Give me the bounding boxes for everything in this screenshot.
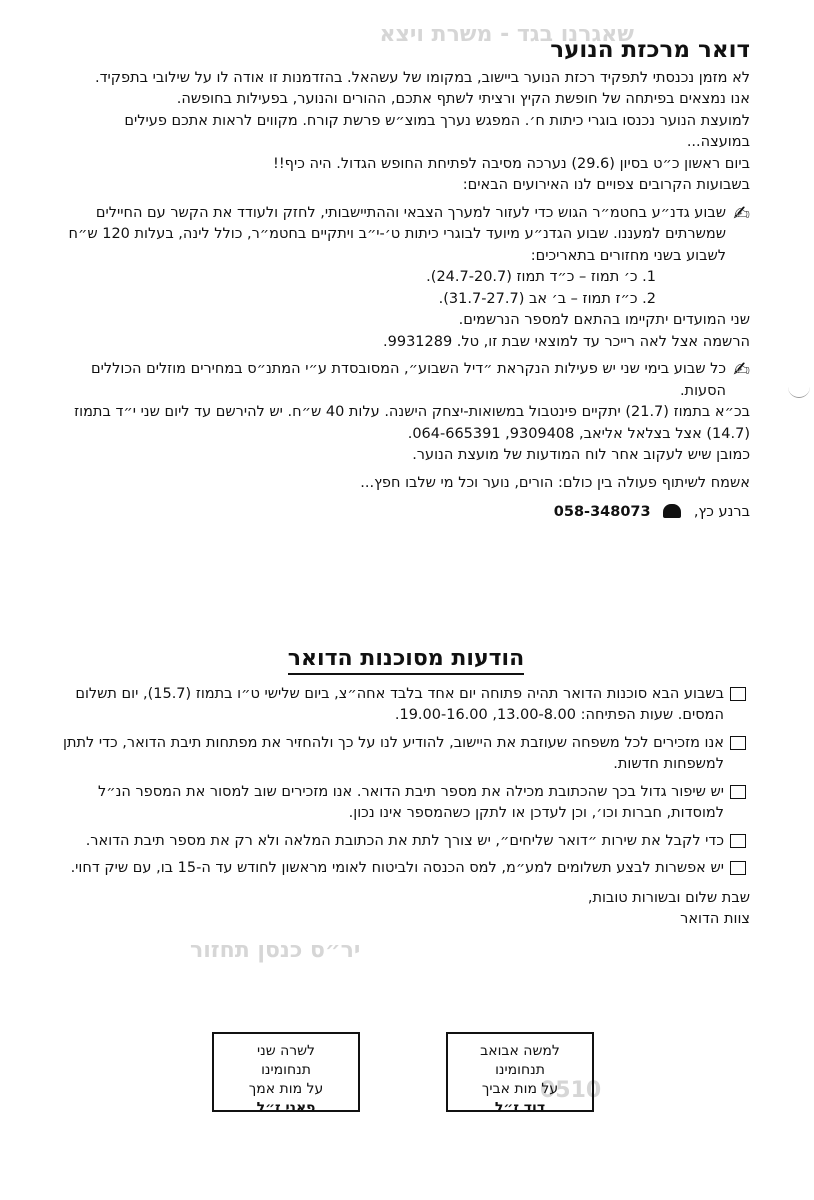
paragraph: ביום ראשון כ״ט בסיון (29.6) נערכה מסיבה לפתיחת החופש הגדול. היה כיף!! xyxy=(273,155,750,172)
notice-item xyxy=(62,733,750,776)
section-title: דואר מרכזת הנוער xyxy=(550,37,750,63)
condolence-name: פאני ז״ל xyxy=(256,1100,316,1116)
post-office-signature xyxy=(62,888,750,931)
date-line: 1. כ׳ תמוז – כ״ד תמוז (24.7-20.7). xyxy=(426,269,656,285)
condolence-line: תנחומינו xyxy=(261,1062,311,1078)
envelope-icon xyxy=(724,861,750,877)
signature-line xyxy=(62,502,750,524)
paragraph: הרשמה אצל לאה רייכר עד למוצאי שבת זו, טל. 9931289. xyxy=(383,333,750,350)
event-bullet xyxy=(62,359,750,402)
notice-text: בשבוע הבא סוכנות הדואר תהיה פתוחה יום אחד בלבד אחה״צ, ביום שלישי ט״ו בתמוז (15.7), יום תשלום המסים. שעות הפתיחה: 13.00-8.00, 19.00-16.00. xyxy=(75,685,724,723)
paragraph: למועצת הנוער נכנסו בוגרי כיתות ח׳. המפגש נערך במוצ״ש פרשת קורח. מקווים לראות אתכם פעילים במועצה... xyxy=(124,112,750,150)
notice-item xyxy=(62,684,750,727)
post-office-section xyxy=(62,648,750,931)
notice-item xyxy=(62,782,750,825)
signature-line: שבת שלום ובשורות טובות, xyxy=(587,889,750,906)
closing-line: אשמח לשיתוף פעולה בין כולם: הורים, נוער וכל מי שלבו חפץ... xyxy=(360,474,750,491)
bullet-text: שבוע גדנ״ע בחטמ״ר הגוש כדי לעזור למערך הצבאי וההתיישבותי, לחזק ולעודד את הקשר עם החיילים שמשרתים למעננו. שבוע הגדנ״ע מיועד לבוגרי כיתות ט׳-י״ב ויתקיים בחטמ״ר, כולל לינה, בעלות 120 ש״ח לשבוע בשני מחזורים בתאריכים: xyxy=(68,204,726,264)
envelope-icon xyxy=(724,687,750,703)
paragraph: לא מזמן נכנסתי לתפקיד רכזת הנוער ביישוב, במקומו של עשהאל. בהזדמנות זו אודה לו על שילובי בתפקיד. xyxy=(95,69,750,86)
signature-line: צוות הדואר xyxy=(680,911,750,927)
envelope-icon xyxy=(724,834,750,850)
section-title-text: הודעות מסוכנות הדואר xyxy=(288,646,524,675)
quill-icon: ✍ xyxy=(733,357,750,381)
paragraph: בכ״א בתמוז (21.7) יתקיים פינטבול במשואות-יצחק הישנה. עלות 40 ש״ח. יש להירשם עד ליום שני י״ד בתמוז (14.7) אצל בצלאל אליאב, 9309408, 064-665391. xyxy=(74,404,750,442)
notice-text: כדי לקבל את שירות ״דואר שליחים״, יש צורך לתת את הכתובת המלאה ולא רק את מספר תיבת הדואר. xyxy=(85,832,724,849)
paragraph: בשבועות הקרובים צפויים לנו האירועים הבאים: xyxy=(462,177,750,193)
page-edge-mark xyxy=(788,385,810,398)
notice-text: יש אפשרות לבצע תשלומים למע״מ, למס הכנסה ולביטוח לאומי מראשון לחודש עד ה-15 בו, עם שיק דחוי. xyxy=(70,860,724,876)
quill-icon: ✍ xyxy=(733,200,750,225)
condolence-line: על מות אמך xyxy=(248,1081,324,1097)
youth-coordinator-section xyxy=(62,37,750,524)
phone-number: 058-348073 xyxy=(553,504,651,520)
envelope-icon xyxy=(724,785,750,801)
date-line: 2. כ״ז תמוז – ב׳ אב (31.7-27.7). xyxy=(438,290,656,307)
paragraph: אנו נמצאים בפיתחה של חופשת הקיץ ורציתי לשתף אתכם, ההורים והנוער, בפעילות בחופשה. xyxy=(176,91,750,107)
phone-icon xyxy=(663,504,681,518)
signature-name: ברנע כץ, xyxy=(693,504,750,520)
condolence-box xyxy=(212,1032,360,1116)
bleed-through-top: שאגרנו בגד - משרת ויצא xyxy=(379,22,634,47)
condolence-line: למשה אבואב xyxy=(480,1043,560,1059)
notice-item xyxy=(62,858,750,880)
condolence-box xyxy=(446,1032,594,1116)
bleed-through-num: 0510 xyxy=(540,1078,602,1103)
condolence-line: לשרה שני xyxy=(256,1043,316,1059)
condolence-name: דוד ז״ל xyxy=(494,1100,546,1116)
condolence-line: תנחומינו xyxy=(495,1062,545,1078)
section-title xyxy=(62,648,750,670)
envelope-icon xyxy=(724,736,750,752)
paragraph: שני המועדים יתקיימו בהתאם למספר הנרשמים. xyxy=(458,312,750,328)
notice-text: אנו מזכירים לכל משפחה שעוזבת את היישוב, להודיע לנו על כך ולהחזיר את מפתחות תיבת הדואר, כדי לתתן למשפחות חדשות. xyxy=(63,734,724,772)
bleed-through-mid: יר״ס כנסן תחזור xyxy=(190,938,361,963)
notice-text: יש שיפור גדול בכך שהכתובת מכילה את מספר תיבת הדואר. אנו מזכירים שוב למסור את המספר הנ״ל למוסדות, חברות וכו׳, וכן לעדכן או לתקן כשהמספר אינו נכון. xyxy=(98,783,724,821)
event-bullet xyxy=(62,200,750,311)
notice-item xyxy=(62,831,750,853)
paragraph: כמובן שיש לעקוב אחר לוח המודעות של מועצת הנוער. xyxy=(412,447,750,463)
condolence-line: על מות אביך xyxy=(481,1081,559,1097)
bullet-text: כל שבוע בימי שני יש פעילות הנקראת ״דיל השבוע״, המסובסדת ע״י המתנ״ס במחירים מוזלים הכוללים הסעות. xyxy=(91,361,726,399)
